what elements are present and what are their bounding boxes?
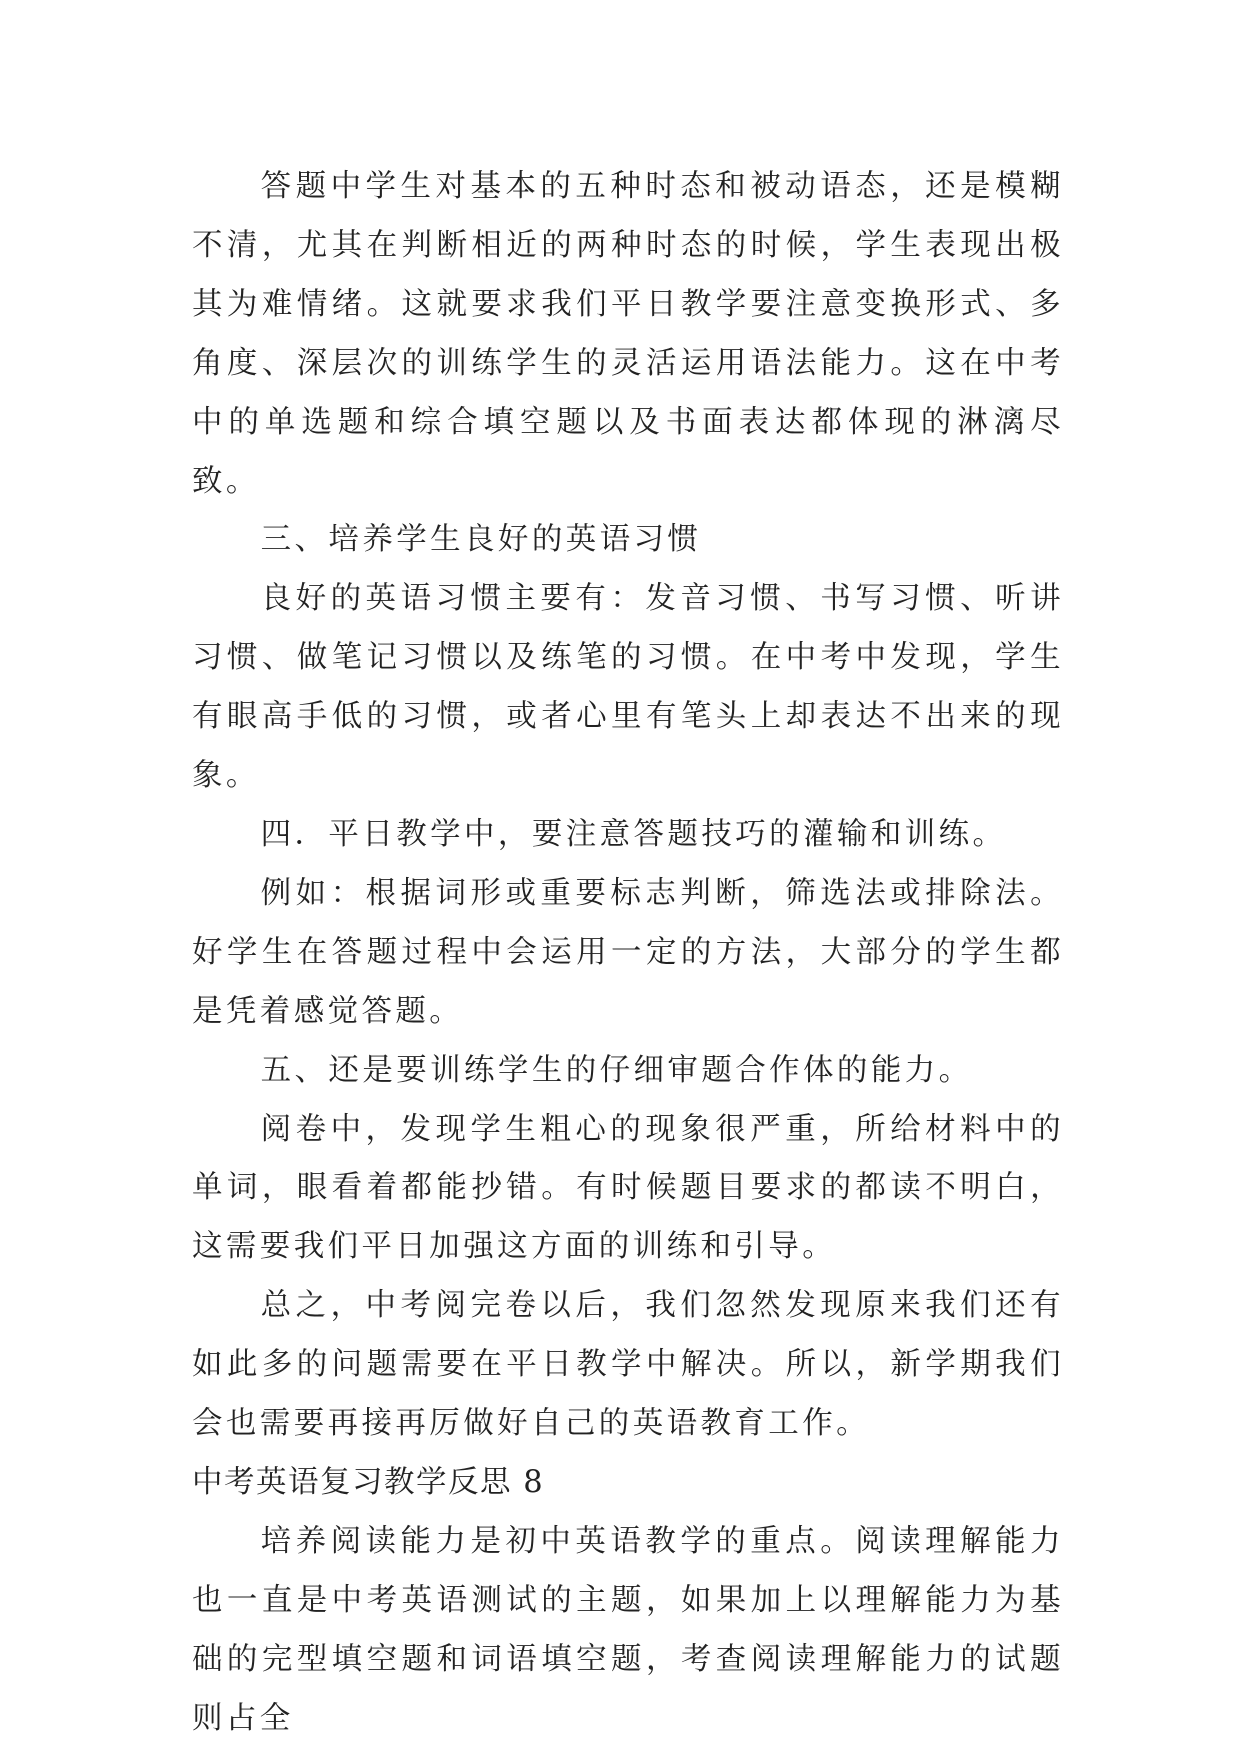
paragraph-techniques: 例如：根据词形或重要标志判断，筛选法或排除法。好学生在答题过程中会运用一定的方法，大部分的学生都是凭着感觉答题。 bbox=[192, 875, 1064, 1029]
paragraph-habits: 良好的英语习惯主要有：发音习惯、书写习惯、听讲习惯、做笔记习惯以及练笔的习惯。在中考中发现，学生有眼高手低的习惯，或者心里有笔头上却表达不出来的现象。 bbox=[192, 581, 1064, 794]
section-heading-careful-reading: 五、还是要训练学生的仔细审题合作体的能力。 bbox=[260, 1052, 973, 1088]
section-heading-habits: 三、培养学生良好的英语习惯 bbox=[260, 522, 702, 558]
paragraph-careful-reading: 阅卷中，发现学生粗心的现象很严重，所给材料中的单词，眼看着都能抄错。有时候题目要求的都读不明白，这需要我们平日加强这方面的训练和引导。 bbox=[192, 1111, 1064, 1265]
paragraph-tense-voice: 答题中学生对基本的五种时态和被动语态，还是模糊不清，尤其在判断相近的两种时态的时候，学生表现出极其为难情绪。这就要求我们平日教学要注意变换形式、多角度、深层次的训练学生的灵活运用语法能力。这在中考中的单选题和综合填空题以及书面表达都体现的淋漓尽致。 bbox=[192, 169, 1064, 499]
paragraph-conclusion: 总之，中考阅完卷以后，我们忽然发现原来我们还有如此多的问题需要在平日教学中解决。所以，新学期我们会也需要再接再厉做好自己的英语教育工作。 bbox=[192, 1288, 1064, 1442]
article-title: 中考英语复习教学反思 8 bbox=[192, 1464, 545, 1500]
document-body bbox=[192, 158, 1064, 1748]
paragraph-reading-ability: 培养阅读能力是初中英语教学的重点。阅读理解能力也一直是中考英语测试的主题，如果加上以理解能力为基础的完型填空题和词语填空题，考查阅读理解能力的试题则占全 bbox=[192, 1523, 1064, 1736]
section-heading-techniques: 四．平日教学中，要注意答题技巧的灌输和训练。 bbox=[260, 816, 1007, 852]
